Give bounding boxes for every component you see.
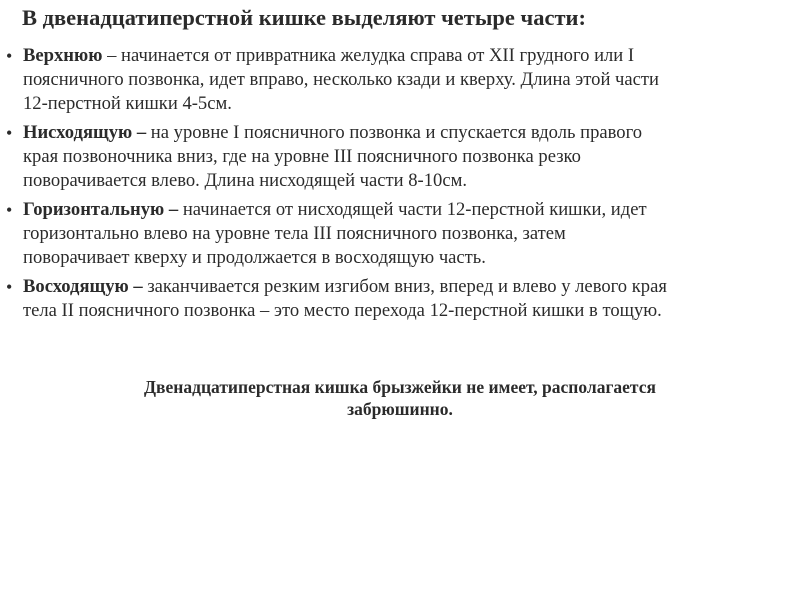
- part-description-line: поворачивает кверху и продолжается в восходящую часть.: [23, 247, 486, 268]
- part-term: Восходящую –: [23, 276, 143, 297]
- list-item-ascending-part: [0, 275, 800, 323]
- part-term: Горизонтальную –: [23, 199, 179, 220]
- part-description-line: поясничного позвонка, идет вправо, несколько кзади и кверху. Длина этой части: [23, 69, 659, 90]
- list-item-descending-part: [0, 121, 800, 193]
- bullet-marker: •: [6, 123, 13, 143]
- list-item-first-line: [23, 275, 800, 299]
- part-description-line: тела II поясничного позвонка – это место перехода 12-перстной кишки в тощую.: [23, 300, 662, 321]
- duodenum-parts-list: [0, 44, 800, 328]
- part-description-line: поворачивается влево. Длина нисходящей части 8-10см.: [23, 170, 467, 191]
- list-item-first-line: [23, 44, 800, 68]
- summary-note-line: Двенадцатиперстная кишка брызжейки не имеет, располагается: [144, 377, 656, 397]
- part-description-line: на уровне I поясничного позвонка и спускается вдоль правого: [146, 122, 643, 143]
- list-item-horizontal-part: [0, 198, 800, 270]
- part-description-line: начинается от нисходящей части 12-перстной кишки, идет: [178, 199, 647, 220]
- part-term: Нисходящую –: [23, 122, 147, 143]
- bullet-marker: •: [6, 277, 13, 297]
- part-description-line: заканчивается резким изгибом вниз, вперед и влево у левого края: [142, 276, 667, 297]
- summary-note-line: забрюшинно.: [347, 399, 453, 419]
- part-description-line: горизонтально влево на уровне тела III поясничного позвонка, затем: [23, 223, 566, 244]
- list-item-first-line: [23, 121, 800, 145]
- list-item-first-line: [23, 198, 800, 222]
- part-description-line: 12-перстной кишки 4-5см.: [23, 93, 232, 114]
- summary-note: [0, 376, 800, 420]
- bullet-marker: •: [6, 200, 13, 220]
- part-description-line: края позвоночника вниз, где на уровне III поясничного позвонка резко: [23, 146, 581, 167]
- part-description-line: – начинается от привратника желудка справа от XII грудного или I: [102, 45, 635, 66]
- part-term: Верхнюю: [23, 45, 103, 66]
- bullet-marker: •: [6, 46, 13, 66]
- list-item-upper-part: [0, 44, 800, 116]
- slide-title: В двенадцатиперстной кишке выделяют четыре части:: [22, 5, 586, 30]
